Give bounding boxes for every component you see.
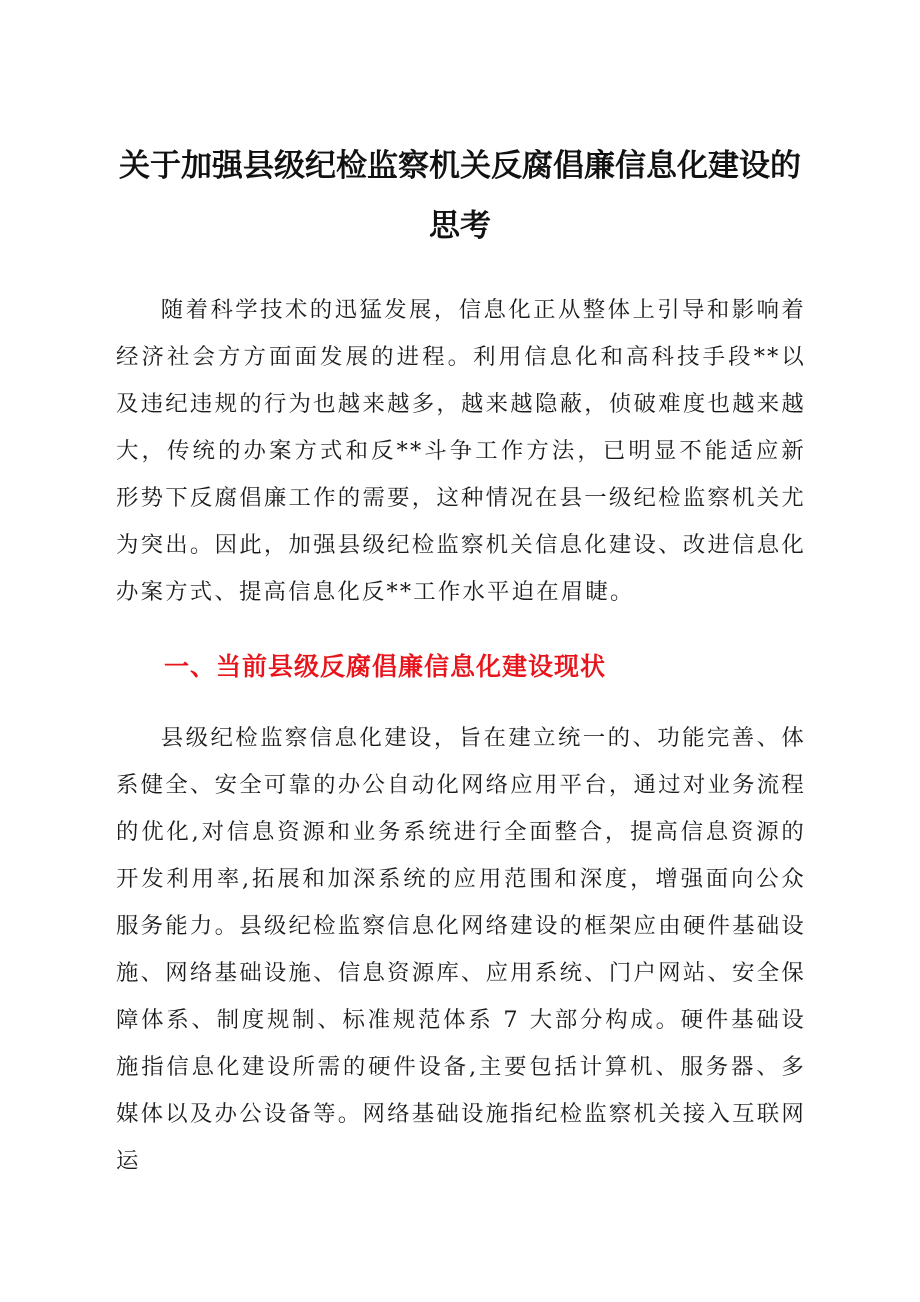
- intro-paragraph: 随着科学技术的迅猛发展，信息化正从整体上引导和影响着经济社会方方面面发展的进程。利用信息化和高科技手段**以及违纪违规的行为也越来越多，越来越隐蔽，侦破难度也越来越大，传统的办案方式和反**斗争工作方法，已明显不能适应新形势下反腐倡廉工作的需要，这种情况在县一级纪检监察机关尤为突出。因此，加强县级纪检监察机关信息化建设、改进信息化办案方式、提高信息化反**工作水平迫在眉睫。: [116, 297, 806, 605]
- section-paragraph: 县级纪检监察信息化建设，旨在建立统一的、功能完善、体系健全、安全可靠的办公自动化网络应用平台，通过对业务流程的优化,对信息资源和业务系统进行全面整合，提高信息资源的开发利用率,拓展和加深系统的应用范围和深度，增强面向公众服务能力。县级纪检监察信息化网络建设的框架应由硬件基础设施、网络基础设施、信息资源库、应用系统、门户网站、安全保障体系、制度规制、标准规范体系 7 大部分构成。硬件基础设施指信息化建设所需的硬件设备,主要包括计算机、服务器、多媒体以及办公设备等。网络基础设施指纪检监察机关接入互联网运: [116, 725, 806, 1174]
- document-title-line-2: 思考: [429, 208, 491, 244]
- section-heading: 一、当前县级反腐倡廉信息化建设现状: [164, 652, 607, 681]
- document-title-line-1: 关于加强县级纪检监察机关反腐倡廉信息化建设的: [119, 148, 801, 184]
